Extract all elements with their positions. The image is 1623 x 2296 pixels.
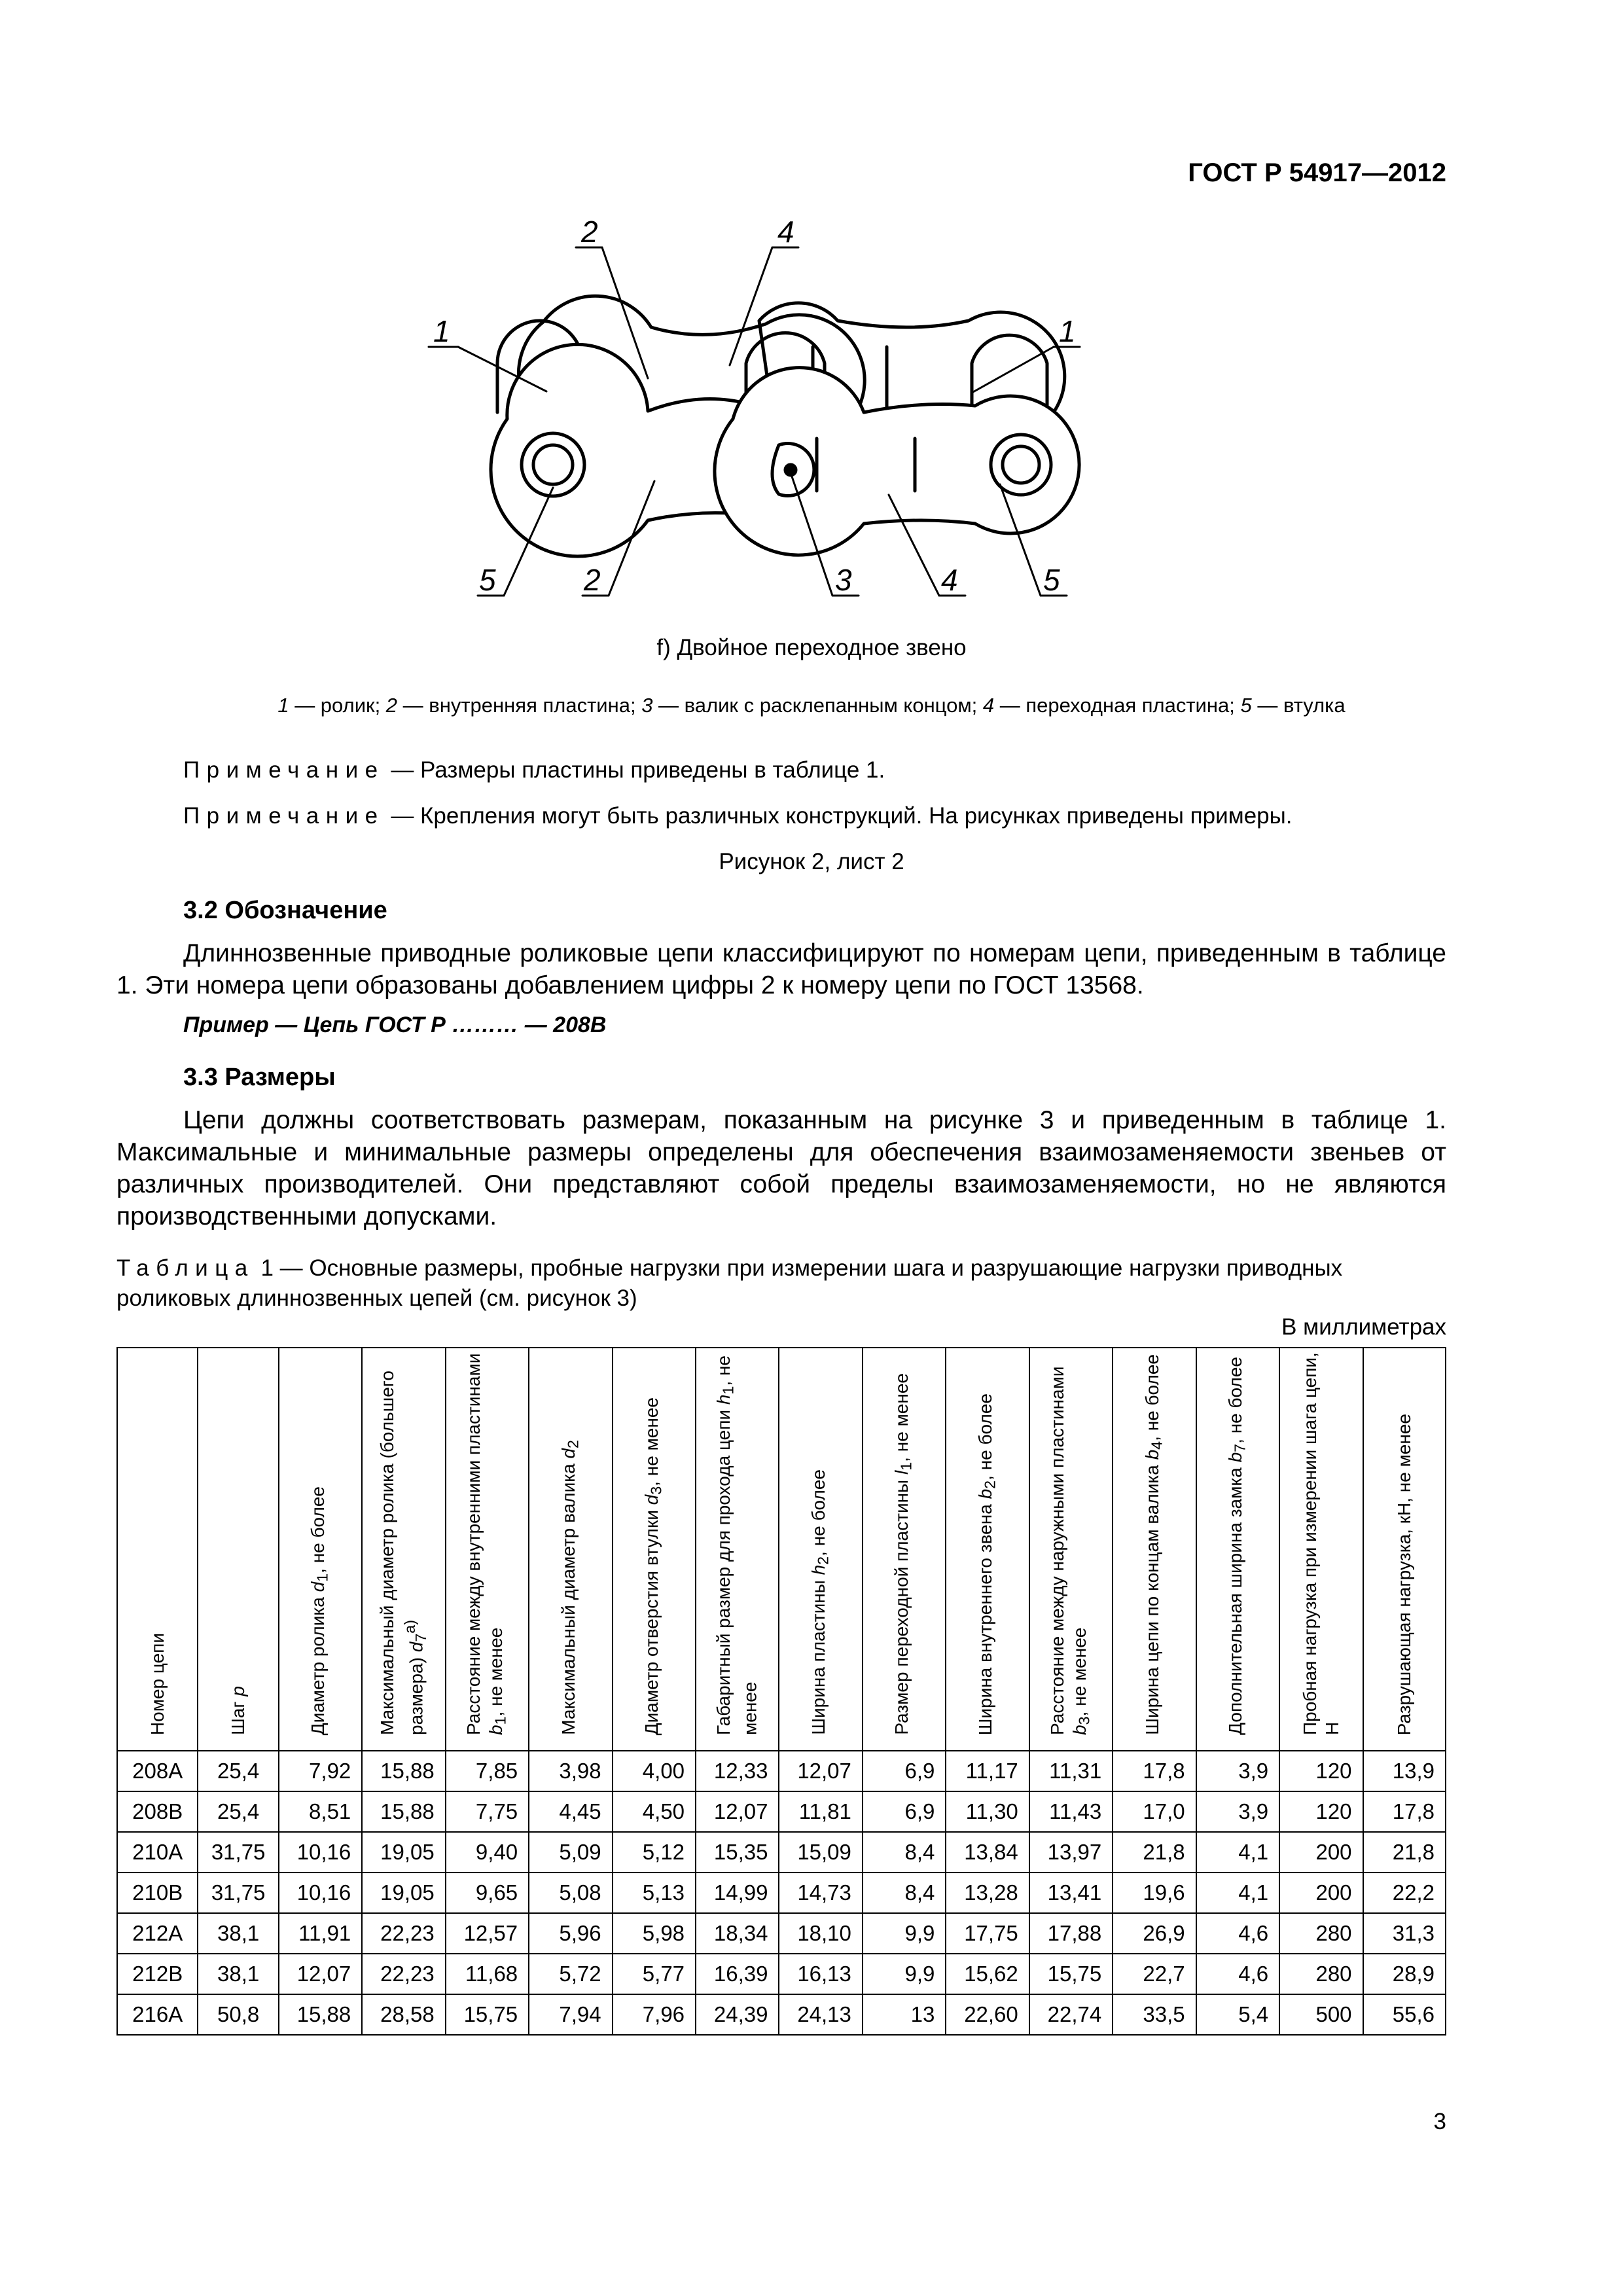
table-cell: 15,88 (279, 1994, 362, 2035)
table-cell: 3,9 (1196, 1751, 1279, 1791)
column-header-text (1224, 1357, 1251, 1742)
dimensions-table-container (116, 1347, 1446, 2029)
note-2 (183, 803, 1453, 829)
table-cell: 14,73 (779, 1873, 862, 1913)
table-cell: 13,84 (946, 1832, 1029, 1873)
column-header-symbol: d (405, 1641, 426, 1653)
table-cell: 17,8 (1363, 1791, 1446, 1832)
table-cell: 5,08 (529, 1873, 612, 1913)
legend-num-3: 3 (641, 694, 653, 717)
column-header-text (227, 1686, 249, 1742)
label-bushing-left: 5 (479, 563, 496, 597)
section-3-3-heading: 3.3 Размеры (183, 1064, 336, 1091)
legend-num-5: 5 (1240, 694, 1252, 717)
table-cell: 5,13 (613, 1873, 696, 1913)
table-cell: 22,74 (1029, 1994, 1113, 2035)
chain-number-cell: 208A (117, 1751, 198, 1791)
table-cell: 13,9 (1363, 1751, 1446, 1791)
column-header-text (974, 1393, 1001, 1742)
column-header-suffix: , не более (308, 1486, 329, 1573)
note-1-label: Примечание (183, 757, 385, 783)
column-header-text (713, 1349, 762, 1742)
table-cell: 11,43 (1029, 1791, 1113, 1832)
note-2-text: — Крепления могут быть различных конструкций. На рисунках приведены примеры. (384, 803, 1293, 829)
column-header-symbol: d (558, 1448, 579, 1459)
column-header-suffix: , не менее (486, 1627, 507, 1717)
table-cell: 9,9 (863, 1913, 946, 1954)
table-cell: 5,12 (613, 1832, 696, 1873)
column-header-subscript: 1 (897, 1462, 915, 1471)
column-header-symbol: b (1141, 1450, 1162, 1460)
column-header-subscript: 2 (814, 1556, 832, 1566)
table-cell: 11,91 (279, 1913, 362, 1954)
chain-figure (366, 216, 1126, 622)
table-cell: 12,57 (446, 1913, 529, 1954)
column-header-text (307, 1486, 334, 1742)
table-cell: 280 (1279, 1913, 1363, 1954)
column-header-11 (1029, 1348, 1113, 1751)
column-header-5 (529, 1348, 612, 1751)
table-cell: 8,4 (863, 1873, 946, 1913)
section-3-3-paragraph: Цепи должны соответствовать размерам, показанным на рисунке 3 и приведенным в таблице 1. Максимальные и минимальные размеры определены для обеспечения взаимозаменяемости звеньев от различных производителей. Они представляют собой пределы взаимозаменяемости, но не являются производственными допусками. (116, 1106, 1446, 1230)
table-cell: 26,9 (1113, 1913, 1196, 1954)
chain-number-cell: 210A (117, 1832, 198, 1873)
column-header-text (147, 1633, 169, 1742)
table-cell: 24,39 (696, 1994, 779, 2035)
column-header-label: Дополнительная ширина замка (1225, 1462, 1246, 1735)
label-inner-plate-top: 2 (581, 216, 598, 249)
column-header-label: Максимальный диаметр валика (558, 1458, 579, 1735)
table-row (117, 1913, 1446, 1954)
table-cell: 25,4 (198, 1791, 278, 1832)
note-2-label: Примечание (183, 803, 385, 829)
table-cell: 17,0 (1113, 1791, 1196, 1832)
table-cell: 5,72 (529, 1954, 612, 1994)
table-cell: 6,9 (863, 1751, 946, 1791)
front-offset-plate (715, 368, 1079, 555)
table-cell: 4,1 (1196, 1832, 1279, 1873)
table-cell: 33,5 (1113, 1994, 1196, 2035)
note-1-text: — Размеры пластины приведены в таблице 1. (384, 757, 885, 783)
table-cell: 16,13 (779, 1954, 862, 1994)
table-header-row (117, 1348, 1446, 1751)
page-number: 3 (1433, 2109, 1446, 2134)
table-cell: 38,1 (198, 1913, 278, 1954)
column-header-symbol: d (308, 1581, 329, 1592)
column-header-label: Ширина внутреннего звена (974, 1499, 995, 1735)
table-cell: 13,28 (946, 1873, 1029, 1913)
table-cell: 5,77 (613, 1954, 696, 1994)
column-header-subscript: 1 (720, 1386, 738, 1395)
table-cell: 4,6 (1196, 1954, 1279, 1994)
table-row (117, 1791, 1446, 1832)
column-header-label: Размер переходной пластины (891, 1475, 912, 1735)
document-code: ГОСТ Р 54917—2012 (1188, 158, 1446, 187)
column-header-subscript: 7 (412, 1633, 429, 1642)
figure-title: Рисунок 2, лист 2 (719, 849, 904, 874)
table-cell: 22,7 (1113, 1954, 1196, 1994)
figure-caption: f) Двойное переходное звено (656, 635, 967, 660)
chain-number-cell: 216A (117, 1994, 198, 2035)
chain-link-drawing (366, 216, 1126, 622)
table-cell: 11,68 (446, 1954, 529, 1994)
designation-example: Пример — Цепь ГОСТ Р ……… — 208В (183, 1013, 607, 1037)
table-cell: 280 (1279, 1954, 1363, 1994)
column-header-label: Максимальный диаметр ролика (большего размера) (376, 1371, 426, 1735)
column-header-0 (117, 1348, 198, 1751)
column-header-symbol: h (808, 1565, 829, 1575)
column-header-text (1046, 1349, 1096, 1742)
column-header-suffix: , не менее (1069, 1627, 1090, 1717)
column-header-4 (446, 1348, 529, 1751)
column-header-subscript: 4 (1148, 1441, 1166, 1450)
legend-text-4: — переходная пластина; (994, 694, 1241, 717)
table-cell: 4,50 (613, 1791, 696, 1832)
table-cell: 18,10 (779, 1913, 862, 1954)
column-header-suffix: , не менее (641, 1397, 662, 1486)
table-cell: 12,07 (779, 1751, 862, 1791)
column-header-symbol: h (713, 1394, 734, 1405)
table-cell: 4,6 (1196, 1913, 1279, 1954)
table-cell: 15,75 (1029, 1954, 1113, 1994)
table-cell: 24,13 (779, 1994, 862, 2035)
column-header-14 (1279, 1348, 1363, 1751)
column-header-2 (279, 1348, 362, 1751)
table-cell: 120 (1279, 1791, 1363, 1832)
figure-legend (118, 694, 1505, 717)
legend-text-2: — внутренняя пластина; (397, 694, 642, 717)
table-cell: 15,88 (362, 1791, 445, 1832)
table-cell: 5,4 (1196, 1994, 1279, 2035)
table-row (117, 1832, 1446, 1873)
column-header-text (891, 1373, 918, 1742)
column-header-label: Разрушающая нагрузка, кН, не менее (1393, 1413, 1414, 1735)
table-cell: 10,16 (279, 1873, 362, 1913)
table-cell: 17,8 (1113, 1751, 1196, 1791)
column-header-symbol: b (974, 1488, 995, 1499)
column-header-label: Габаритный размер для прохода цепи (713, 1405, 734, 1735)
table-cell: 15,35 (696, 1832, 779, 1873)
column-header-symbol: b (1225, 1452, 1246, 1463)
column-header-subscript: 2 (981, 1480, 999, 1489)
table-cell: 38,1 (198, 1954, 278, 1994)
table-cell: 22,23 (362, 1954, 445, 1994)
table-cell: 9,40 (446, 1832, 529, 1873)
column-header-label: Расстояние между внутренними пластинами (463, 1353, 484, 1735)
table-cell: 11,81 (779, 1791, 862, 1832)
table-cell: 7,75 (446, 1791, 529, 1832)
table-cell: 12,07 (279, 1954, 362, 1994)
table-cell: 13,97 (1029, 1832, 1113, 1873)
table-cell: 17,88 (1029, 1913, 1113, 1954)
table-cell: 19,05 (362, 1832, 445, 1873)
chain-number-cell: 208B (117, 1791, 198, 1832)
table-cell: 500 (1279, 1994, 1363, 2035)
column-header-symbol: d (641, 1494, 662, 1505)
table-cell: 12,07 (696, 1791, 779, 1832)
table-cell: 22,23 (362, 1913, 445, 1954)
table-cell: 12,33 (696, 1751, 779, 1791)
column-header-subscript: 1 (313, 1573, 331, 1582)
table-caption (116, 1253, 1446, 1314)
table-cell: 31,75 (198, 1873, 278, 1913)
table-cell: 120 (1279, 1751, 1363, 1791)
table-cell: 4,1 (1196, 1873, 1279, 1913)
column-header-suffix: , не более (808, 1469, 829, 1557)
column-header-symbol: b (486, 1725, 507, 1735)
column-header-suffix: , не более (1141, 1354, 1162, 1442)
section-3-2-heading: 3.2 Обозначение (183, 897, 387, 924)
column-header-superscript: a) (401, 1619, 418, 1634)
chain-number-cell: 212A (117, 1913, 198, 1954)
column-header-label: Ширина цепи по концам валика (1141, 1460, 1162, 1735)
table-cell: 15,75 (446, 1994, 529, 2035)
column-header-text (641, 1397, 668, 1742)
table-row (117, 1751, 1446, 1791)
label-inner-plate-bottom: 2 (584, 563, 601, 597)
table-cell: 28,58 (362, 1994, 445, 2035)
column-header-subscript: 3 (647, 1486, 665, 1495)
table-cell: 3,9 (1196, 1791, 1279, 1832)
table-cell: 10,16 (279, 1832, 362, 1873)
column-header-text (1299, 1349, 1344, 1742)
table-cell: 19,6 (1113, 1873, 1196, 1913)
table-cell: 31,75 (198, 1832, 278, 1873)
chain-number-cell: 210B (117, 1873, 198, 1913)
column-header-label: Номер цепи (147, 1632, 168, 1735)
chain-number-cell: 212B (117, 1954, 198, 1994)
table-cell: 25,4 (198, 1751, 278, 1791)
label-roller-left: 1 (433, 314, 450, 348)
table-cell: 11,30 (946, 1791, 1029, 1832)
label-offset-plate-top: 4 (777, 216, 794, 249)
column-header-7 (696, 1348, 779, 1751)
table-row (117, 1873, 1446, 1913)
table-cell: 5,98 (613, 1913, 696, 1954)
table-cell: 31,3 (1363, 1913, 1446, 1954)
column-header-3 (362, 1348, 445, 1751)
table-cell: 19,05 (362, 1873, 445, 1913)
table-cell: 11,17 (946, 1751, 1029, 1791)
table-cell: 13 (863, 1994, 946, 2035)
table-cell: 9,65 (446, 1873, 529, 1913)
column-header-label: Пробная нагрузка при измерении шага цепи, Н (1299, 1352, 1342, 1735)
label-offset-plate-bottom: 4 (941, 563, 958, 597)
table-cell: 7,85 (446, 1751, 529, 1791)
column-header-symbol: l (891, 1471, 912, 1475)
column-header-suffix: , не менее (891, 1373, 912, 1463)
label-bushing-right: 5 (1043, 563, 1060, 597)
column-header-subscript: 3 (1075, 1716, 1093, 1725)
column-header-suffix: , не более (1225, 1357, 1246, 1444)
table-cell: 3,98 (529, 1751, 612, 1791)
table-cell: 4,45 (529, 1791, 612, 1832)
table-cell: 21,8 (1113, 1832, 1196, 1873)
column-header-1 (198, 1348, 278, 1751)
column-header-text (1393, 1414, 1416, 1742)
legend-num-2: 2 (385, 694, 398, 717)
table-cell: 7,94 (529, 1994, 612, 2035)
column-header-label: Расстояние между наружными пластинами (1047, 1366, 1068, 1735)
table-cell: 21,8 (1363, 1832, 1446, 1873)
column-header-subscript: 2 (564, 1440, 582, 1449)
column-header-15 (1363, 1348, 1446, 1751)
table-cell: 15,09 (779, 1832, 862, 1873)
table-row (117, 1954, 1446, 1994)
table-cell: 8,4 (863, 1832, 946, 1873)
table-cell: 17,75 (946, 1913, 1029, 1954)
column-header-symbol: p (228, 1686, 249, 1696)
table-caption-label: Таблица (116, 1255, 255, 1281)
table-cell: 6,9 (863, 1791, 946, 1832)
column-header-subscript: 1 (491, 1716, 509, 1725)
table-row (117, 1994, 1446, 2035)
legend-num-4: 4 (982, 694, 995, 717)
table-cell: 14,99 (696, 1873, 779, 1913)
table-cell: 16,39 (696, 1954, 779, 1994)
column-header-6 (613, 1348, 696, 1751)
table-cell: 13,41 (1029, 1873, 1113, 1913)
column-header-text (808, 1469, 834, 1742)
table-cell: 18,34 (696, 1913, 779, 1954)
table-caption-text: 1 — Основные размеры, пробные нагрузки при измерении шага и разрушающие нагрузки приводных роликовых длиннозвенных цепей (см. рисунок 3) (116, 1255, 1343, 1311)
column-header-13 (1196, 1348, 1279, 1751)
table-cell: 28,9 (1363, 1954, 1446, 1994)
column-header-label: Шаг (228, 1696, 249, 1735)
table-cell: 15,88 (362, 1751, 445, 1791)
table-cell: 7,92 (279, 1751, 362, 1791)
legend-num-1: 1 (277, 694, 289, 717)
legend-text-3: — валик с расклепанным концом; (652, 694, 983, 717)
table-cell: 7,96 (613, 1994, 696, 2035)
column-header-10 (946, 1348, 1029, 1751)
legend-text-1: — ролик; (289, 694, 386, 717)
table-cell: 11,31 (1029, 1751, 1113, 1791)
dimensions-table (116, 1347, 1446, 2036)
table-cell: 200 (1279, 1873, 1363, 1913)
column-header-suffix: , не более (974, 1393, 995, 1480)
table-body (117, 1751, 1446, 2035)
column-header-suffix: , не менее (713, 1355, 761, 1735)
section-3-2-paragraph: Длиннозвенные приводные роликовые цепи классифицируют по номерам цепи, приведенным в таблице 1. Эти номера цепи образованы добавлением цифры 2 к номеру цепи по ГОСТ 13568. (116, 939, 1446, 999)
column-header-12 (1113, 1348, 1196, 1751)
label-roller-right: 1 (1059, 314, 1076, 348)
table-cell: 5,96 (529, 1913, 612, 1954)
column-header-9 (863, 1348, 946, 1751)
table-cell: 50,8 (198, 1994, 278, 2035)
legend-text-5: — втулка (1251, 694, 1346, 717)
column-header-text (376, 1349, 432, 1742)
table-cell: 4,00 (613, 1751, 696, 1791)
table-cell: 22,60 (946, 1994, 1029, 2035)
column-header-subscript: 7 (1231, 1443, 1249, 1452)
table-cell: 9,9 (863, 1954, 946, 1994)
table-cell: 5,09 (529, 1832, 612, 1873)
table-cell: 55,6 (1363, 1994, 1446, 2035)
column-header-text (463, 1349, 512, 1742)
table-units: В миллиметрах (1281, 1314, 1446, 1340)
column-header-8 (779, 1348, 862, 1751)
table-cell: 22,2 (1363, 1873, 1446, 1913)
column-header-label: Ширина пластины (808, 1575, 829, 1735)
table-cell: 200 (1279, 1832, 1363, 1873)
note-1 (183, 757, 1453, 783)
table-cell: 15,62 (946, 1954, 1029, 1994)
table-cell: 8,51 (279, 1791, 362, 1832)
label-pin: 3 (835, 563, 852, 597)
column-header-symbol: b (1069, 1725, 1090, 1735)
column-header-label: Диаметр ролика (308, 1592, 329, 1735)
column-header-text (558, 1440, 584, 1742)
column-header-label: Диаметр отверстия втулки (641, 1505, 662, 1735)
column-header-text (1141, 1354, 1168, 1742)
